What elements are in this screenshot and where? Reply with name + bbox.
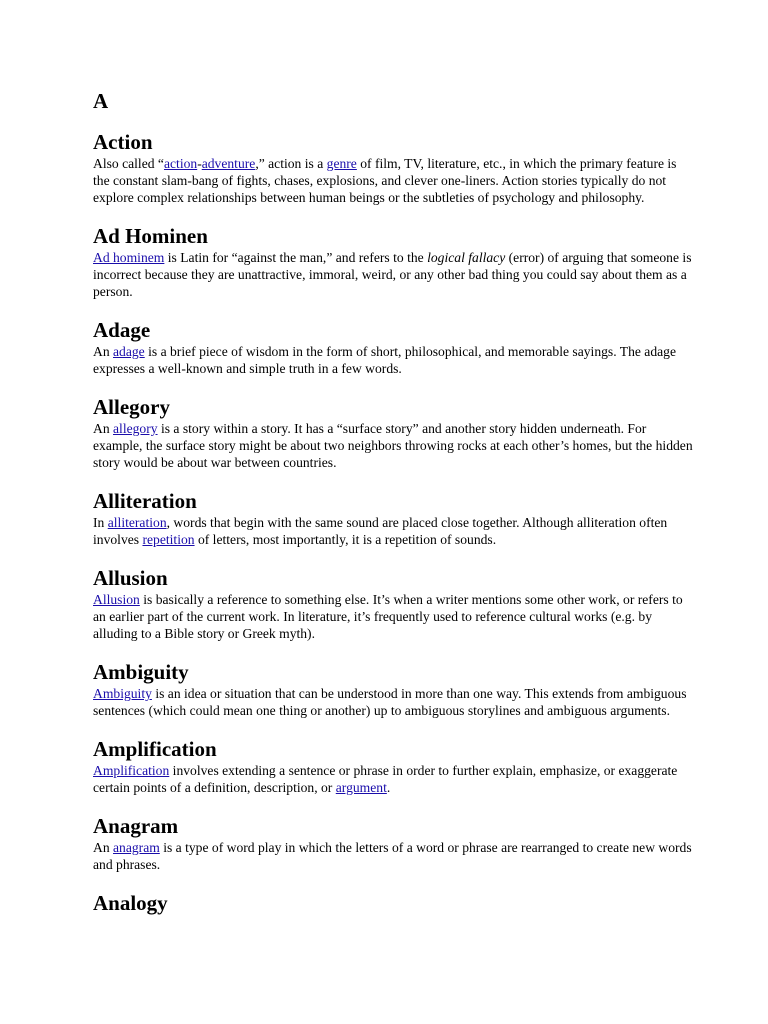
- term-heading: Anagram: [93, 814, 179, 838]
- glossary-link[interactable]: allegory: [113, 421, 158, 436]
- definition-text: Also called “: [93, 156, 164, 171]
- glossary-link[interactable]: alliteration: [107, 515, 167, 530]
- definition-text: An: [93, 344, 114, 359]
- term-heading: Amplification: [93, 737, 217, 761]
- glossary-entry: [93, 489, 693, 548]
- definition-text: -: [197, 156, 202, 171]
- glossary-entry: [93, 395, 693, 471]
- definition-text: , words that begin with the same sound are placed close together. Although alliteration often involves: [93, 515, 668, 547]
- glossary-link[interactable]: argument: [335, 780, 387, 795]
- term-heading: Allusion: [93, 566, 168, 590]
- definition-text: is Latin for “against the man,” and refers to the: [164, 250, 428, 265]
- section-letter-heading: A: [93, 89, 109, 113]
- glossary-entry: [93, 814, 693, 873]
- glossary-link[interactable]: repetition: [142, 532, 195, 547]
- glossary-link[interactable]: adventure: [201, 156, 256, 171]
- glossary-entry: [93, 224, 693, 300]
- glossary-page: [93, 88, 693, 933]
- term-heading: Alliteration: [93, 489, 197, 513]
- definition-text: is a type of word play in which the letters of a word or phrase are rearranged to create new words and phrases.: [93, 840, 692, 872]
- definition-text: involves extending a sentence or phrase in order to further explain, emphasize, or exaggerate certain points of a definition, description, or: [93, 763, 678, 795]
- glossary-link[interactable]: action: [163, 156, 198, 171]
- glossary-entry: [93, 891, 693, 915]
- term-heading: Adage: [93, 318, 151, 342]
- definition-text: is a brief piece of wisdom in the form of short, philosophical, and memorable sayings. The adage expresses a well-known and simple truth in a few words.: [93, 344, 676, 376]
- definition-text: of film, TV, literature, etc., in which the primary feature is the constant slam-bang of fights, chases, explosions, and clever one-liners. Action stories typically do not explore complex relationships between human beings or the subtleties of psychology and philosophy.: [93, 156, 677, 205]
- term-heading: Ambiguity: [93, 660, 189, 684]
- definition-text: is an idea or situation that can be understood in more than one way. This extends from ambiguous sentences (which could mean one thing or another) up to ambiguous storylines and ambiguous arguments.: [93, 686, 687, 718]
- glossary-entry: [93, 737, 693, 796]
- term-heading: Ad Hominen: [93, 224, 208, 248]
- term-definition: [93, 155, 693, 206]
- term-definition: [93, 343, 693, 377]
- glossary-link[interactable]: Ad hominem: [93, 250, 165, 265]
- term-definition: [93, 839, 693, 873]
- definition-text: is basically a reference to something else. It’s when a writer mentions some other work, or refers to an earlier part of the current work. In literature, it’s frequently used to reference cultural works (e.g. by alluding to a Bible story or Greek myth).: [93, 592, 683, 641]
- glossary-entry: [93, 660, 693, 719]
- definition-text: of letters, most importantly, it is a repetition of sounds.: [194, 532, 497, 547]
- term-definition: [93, 420, 693, 471]
- glossary-link[interactable]: Ambiguity: [93, 686, 152, 701]
- glossary-link[interactable]: genre: [326, 156, 357, 171]
- term-definition: [93, 514, 693, 548]
- glossary-link[interactable]: Allusion: [93, 592, 140, 607]
- definition-text: In: [93, 515, 108, 530]
- glossary-link[interactable]: anagram: [113, 840, 160, 855]
- term-heading: Action: [93, 130, 153, 154]
- glossary-entry: [93, 566, 693, 642]
- term-heading: Analogy: [93, 891, 168, 915]
- emphasis-text: logical fallacy: [427, 250, 506, 265]
- definition-text: ,” action is a: [255, 156, 327, 171]
- definition-text: (error) of arguing that someone is incorrect because they are unattractive, immoral, weird, or any other bad thing you could say about them as a person.: [93, 250, 692, 299]
- glossary-link[interactable]: Amplification: [93, 763, 170, 778]
- term-definition: [93, 762, 693, 796]
- term-heading: Allegory: [93, 395, 170, 419]
- glossary-entry: [93, 318, 693, 377]
- term-definition: [93, 249, 693, 300]
- glossary-entry: [93, 130, 693, 206]
- definition-text: .: [386, 780, 391, 795]
- glossary-entries: [93, 130, 693, 915]
- definition-text: An: [93, 421, 114, 436]
- term-definition: [93, 685, 693, 719]
- definition-text: An: [93, 840, 114, 855]
- definition-text: is a story within a story. It has a “surface story” and another story hidden underneath. For example, the surface story might be about two neighbors throwing rocks at each other’s homes, but the hidden story would be about war between countries.: [93, 421, 693, 470]
- glossary-link[interactable]: adage: [113, 344, 145, 359]
- term-definition: [93, 591, 693, 642]
